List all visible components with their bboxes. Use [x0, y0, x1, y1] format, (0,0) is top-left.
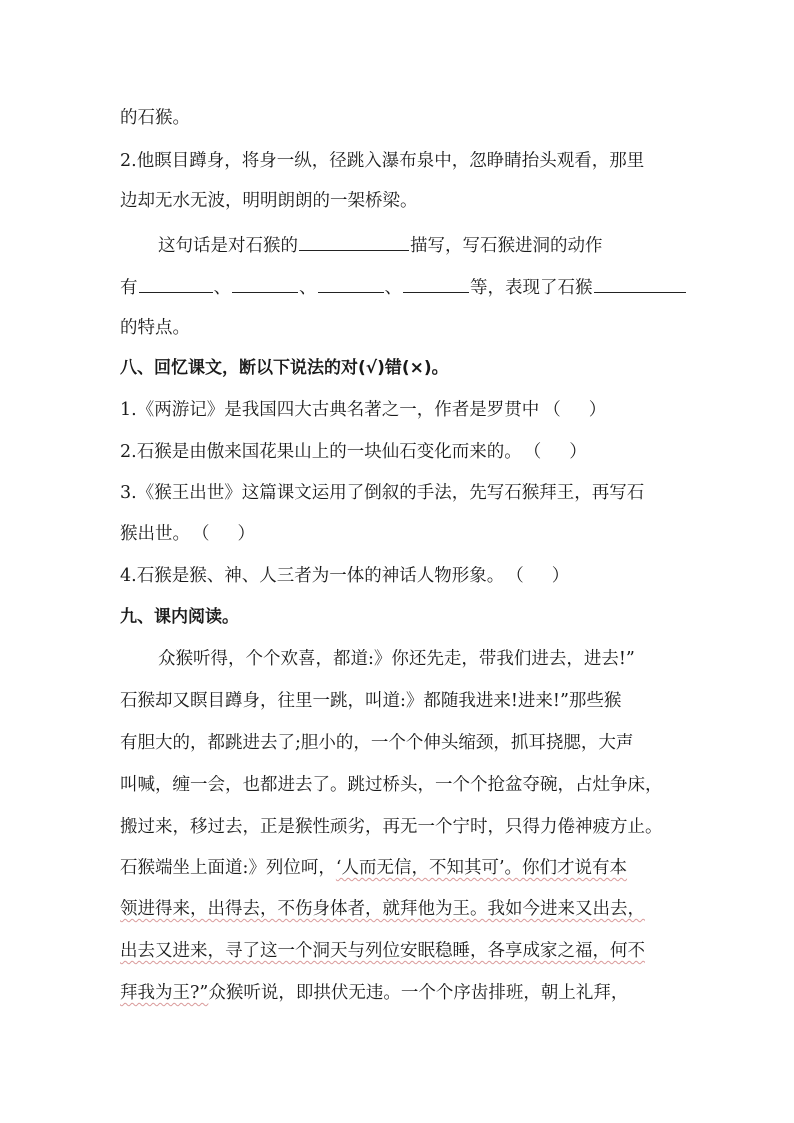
fill-blank-line-2: 有 、 、 、 等，表现了石猴 — [120, 274, 690, 300]
answer-box-1[interactable]: （ ） — [543, 400, 607, 420]
judge-item-1: 1.《两游记》是我国四大古典名著之一，作者是罗贯中 （ ） — [120, 400, 607, 420]
passage-line-underlined: 出去又进来，寻了这一个洞天与列位安眠稳睡，各享成家之福，何不 — [120, 941, 645, 961]
passage-line: 有胆大的，都跳进去了;胆小的，一个个伸头缩颈，抓耳挠腮，大声 — [120, 733, 634, 753]
blank-action-1[interactable] — [139, 274, 213, 293]
judge-item-2: 2.石猴是由傲来国花果山上的一块仙石变化而来的。 （ ） — [120, 442, 587, 462]
wavy-underlined-text: ‘人而无信，不知其可’。你们才说有本 — [335, 858, 628, 878]
passage-line: 搬过来，移过去，正是猴性顽劣，再无一个宁时，只得力倦神疲方止。 — [120, 817, 663, 837]
answer-box-4[interactable]: （ ） — [506, 566, 570, 586]
answer-box-3[interactable]: （ ） — [192, 524, 255, 544]
passage-line: 石猴却又瞑目蹲身，往里一跳，叫道:》都随我进来!进来!”那些猴 — [120, 691, 622, 711]
blank-description-type[interactable] — [299, 232, 409, 251]
question-2-line-2: 边却无水无波，明明朗朗的一架桥梁。 — [120, 191, 418, 211]
passage-line-underlined: 领进得来，出得去，不伤身体者，就拜他为王。我如今进来又出去， — [120, 899, 645, 919]
judge-item-3-line-2: 猴出世。 （ ） — [120, 524, 255, 544]
blank-action-4[interactable] — [403, 274, 469, 293]
answer-box-2[interactable]: （ ） — [523, 442, 587, 462]
blank-action-3[interactable] — [318, 274, 384, 293]
passage-line: 石猴端坐上面道:》列位呵，‘人而无信，不知其可’。你们才说有本 — [120, 858, 628, 878]
fill-blank-line-1: 这句话是对石猴的 描写，写石猴进洞的动作 — [158, 232, 728, 258]
question-2-line-1: 2.他瞑目蹲身，将身一纵，径跳入瀑布泉中，忽睁睛抬头观看，那里 — [120, 151, 645, 171]
blank-action-2[interactable] — [232, 274, 298, 293]
wavy-underlined-text: 拜我为王?” — [120, 983, 209, 1003]
fill-blank-line-3: 的特点。 — [120, 318, 190, 338]
passage-line: 拜我为王?”众猴听说，即拱伏无违。一个个序齿排班，朝上礼拜， — [120, 983, 629, 1003]
judge-item-3-line-1: 3.《猴王出世》这篇课文运用了倒叙的手法，先写石猴拜王，再写石 — [120, 483, 645, 503]
blank-trait[interactable] — [594, 274, 686, 293]
passage-line: 叫喊，缠一会，也都进去了。跳过桥头，一个个抢盆夺碗，占灶争床， — [120, 775, 663, 795]
section-9-heading: 九、课内阅读。 — [120, 607, 239, 627]
section-8-heading: 八、回忆课文，断以下说法的对(√)错(×)。 — [120, 358, 449, 378]
passage-line: 众猴听得，个个欢喜，都道:》你还先走，带我们进去，进去!” — [158, 649, 635, 669]
judge-item-4: 4.石猴是猴、神、人三者为一体的神话人物形象。 （ ） — [120, 566, 570, 586]
text-line: 的石猴。 — [120, 108, 190, 128]
